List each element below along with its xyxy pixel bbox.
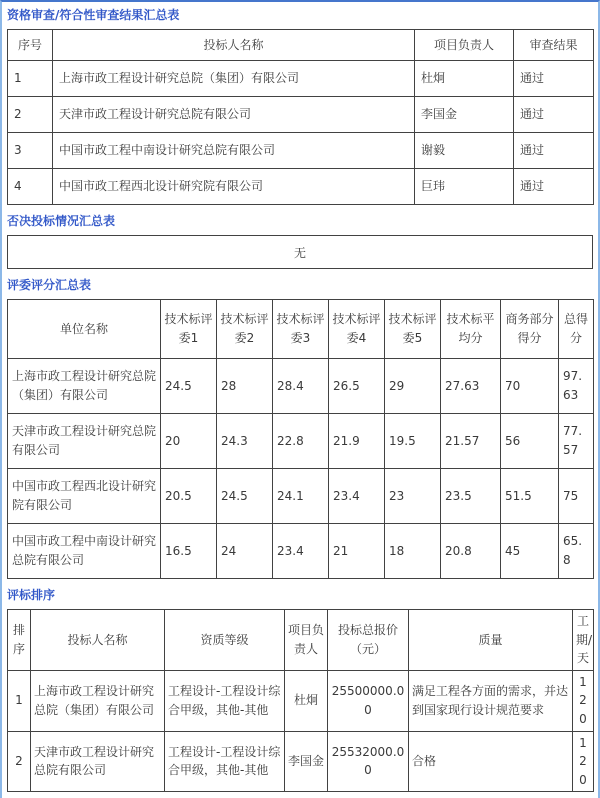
- table-cell: 24.5: [217, 469, 273, 524]
- table-cell: 23.4: [273, 524, 329, 579]
- section-title-rejection: 否决投标情况汇总表: [7, 214, 116, 228]
- table-cell: 21.57: [441, 414, 501, 469]
- column-header: 技术标评委2: [217, 300, 273, 359]
- table-cell: 1: [8, 61, 53, 97]
- qualification-table: [7, 29, 594, 205]
- table-cell: 28: [217, 359, 273, 414]
- table-cell: 20: [161, 414, 217, 469]
- table-cell: 19.5: [385, 414, 441, 469]
- table-cell: 24.5: [161, 359, 217, 414]
- table-cell: 70: [501, 359, 559, 414]
- table-cell: 工程设计-工程设计综合甲级，其他-其他: [165, 670, 285, 731]
- table-row: [8, 731, 594, 792]
- column-header: 项目负责人: [285, 610, 328, 671]
- table-cell: 3: [8, 133, 53, 169]
- table-cell: 97.63: [559, 359, 594, 414]
- column-header: 投标总报价（元）: [328, 610, 409, 671]
- table-cell: 26.5: [329, 359, 385, 414]
- table-cell: 中国市政工程西北设计研究院有限公司: [8, 469, 161, 524]
- table-cell: 120: [573, 731, 594, 792]
- rejection-none-text: 无: [293, 245, 306, 260]
- table-cell: 通过: [514, 133, 594, 169]
- table-cell: 25500000.00: [328, 670, 409, 731]
- column-header: 单位名称: [8, 300, 161, 359]
- table-cell: 28.4: [273, 359, 329, 414]
- table-cell: 75: [559, 469, 594, 524]
- table-cell: 杜炯: [285, 670, 328, 731]
- table-row: [8, 359, 594, 414]
- table-row: [8, 469, 594, 524]
- table-cell: 2: [8, 731, 31, 792]
- table-row: [8, 670, 594, 731]
- table-cell: 77.57: [559, 414, 594, 469]
- header-row: [8, 300, 594, 359]
- table-cell: 4: [8, 169, 53, 205]
- table-cell: 中国市政工程中南设计研究总院有限公司: [8, 524, 161, 579]
- table-cell: 18: [385, 524, 441, 579]
- table-cell: 谢毅: [415, 133, 514, 169]
- table-cell: 李国金: [285, 731, 328, 792]
- section-title-scores: 评委评分汇总表: [7, 278, 92, 292]
- column-header: 技术标评委4: [329, 300, 385, 359]
- table-cell: 工程设计-工程设计综合甲级，其他-其他: [165, 731, 285, 792]
- table-cell: 120: [573, 670, 594, 731]
- column-header: 技术标评委5: [385, 300, 441, 359]
- table-cell: 23: [385, 469, 441, 524]
- table-cell: 中国市政工程中南设计研究总院有限公司: [53, 133, 415, 169]
- column-header: 排序: [8, 610, 31, 671]
- table-cell: 天津市政工程设计研究总院有限公司: [31, 731, 165, 792]
- column-header: 序号: [8, 30, 53, 61]
- table-cell: 上海市政工程设计研究总院（集团）有限公司: [53, 61, 415, 97]
- table-cell: 22.8: [273, 414, 329, 469]
- table-cell: 23.5: [441, 469, 501, 524]
- header-row: [8, 610, 594, 671]
- section-title-ranking: 评标排序: [7, 588, 56, 602]
- table-cell: 56: [501, 414, 559, 469]
- table-cell: 通过: [514, 97, 594, 133]
- table-cell: 51.5: [501, 469, 559, 524]
- table-cell: 27.63: [441, 359, 501, 414]
- column-header: 项目负责人: [415, 30, 514, 61]
- table-cell: 21: [329, 524, 385, 579]
- table-cell: 上海市政工程设计研究总院（集团）有限公司: [8, 359, 161, 414]
- table-cell: 天津市政工程设计研究总院有限公司: [53, 97, 415, 133]
- table-cell: 45: [501, 524, 559, 579]
- column-header: 质量: [409, 610, 573, 671]
- table-row: [8, 97, 594, 133]
- column-header: 商务部分得分: [501, 300, 559, 359]
- column-header: 工期/天: [573, 610, 594, 671]
- table-cell: 25532000.00: [328, 731, 409, 792]
- table-cell: 24.3: [217, 414, 273, 469]
- table-cell: 中国市政工程西北设计研究院有限公司: [53, 169, 415, 205]
- rejection-none-box: [7, 235, 593, 269]
- table-cell: 21.9: [329, 414, 385, 469]
- table-cell: 巨玮: [415, 169, 514, 205]
- table-cell: 天津市政工程设计研究总院有限公司: [8, 414, 161, 469]
- table-row: [8, 414, 594, 469]
- table-row: [8, 169, 594, 205]
- column-header: 技术标评委1: [161, 300, 217, 359]
- table-cell: 满足工程各方面的需求，并达到国家现行设计规范要求: [409, 670, 573, 731]
- table-cell: 李国金: [415, 97, 514, 133]
- ranking-table: [7, 609, 594, 792]
- table-cell: 24.1: [273, 469, 329, 524]
- table-cell: 杜炯: [415, 61, 514, 97]
- table-cell: 20.5: [161, 469, 217, 524]
- table-cell: 通过: [514, 169, 594, 205]
- table-cell: 1: [8, 670, 31, 731]
- column-header: 投标人名称: [31, 610, 165, 671]
- table-cell: 29: [385, 359, 441, 414]
- table-cell: 2: [8, 97, 53, 133]
- column-header: 审查结果: [514, 30, 594, 61]
- table-row: [8, 61, 594, 97]
- column-header: 总得分: [559, 300, 594, 359]
- column-header: 资质等级: [165, 610, 285, 671]
- section-title-qualification: 资格审查/符合性审查结果汇总表: [7, 8, 180, 22]
- table-cell: 通过: [514, 61, 594, 97]
- table-cell: 20.8: [441, 524, 501, 579]
- column-header: 投标人名称: [53, 30, 415, 61]
- table-cell: 上海市政工程设计研究总院（集团）有限公司: [31, 670, 165, 731]
- column-header: 技术标平均分: [441, 300, 501, 359]
- table-row: [8, 133, 594, 169]
- header-row: [8, 30, 594, 61]
- table-cell: 合格: [409, 731, 573, 792]
- scores-table: [7, 299, 594, 579]
- table-cell: 16.5: [161, 524, 217, 579]
- table-cell: 65.8: [559, 524, 594, 579]
- table-row: [8, 524, 594, 579]
- table-cell: 24: [217, 524, 273, 579]
- table-cell: 23.4: [329, 469, 385, 524]
- column-header: 技术标评委3: [273, 300, 329, 359]
